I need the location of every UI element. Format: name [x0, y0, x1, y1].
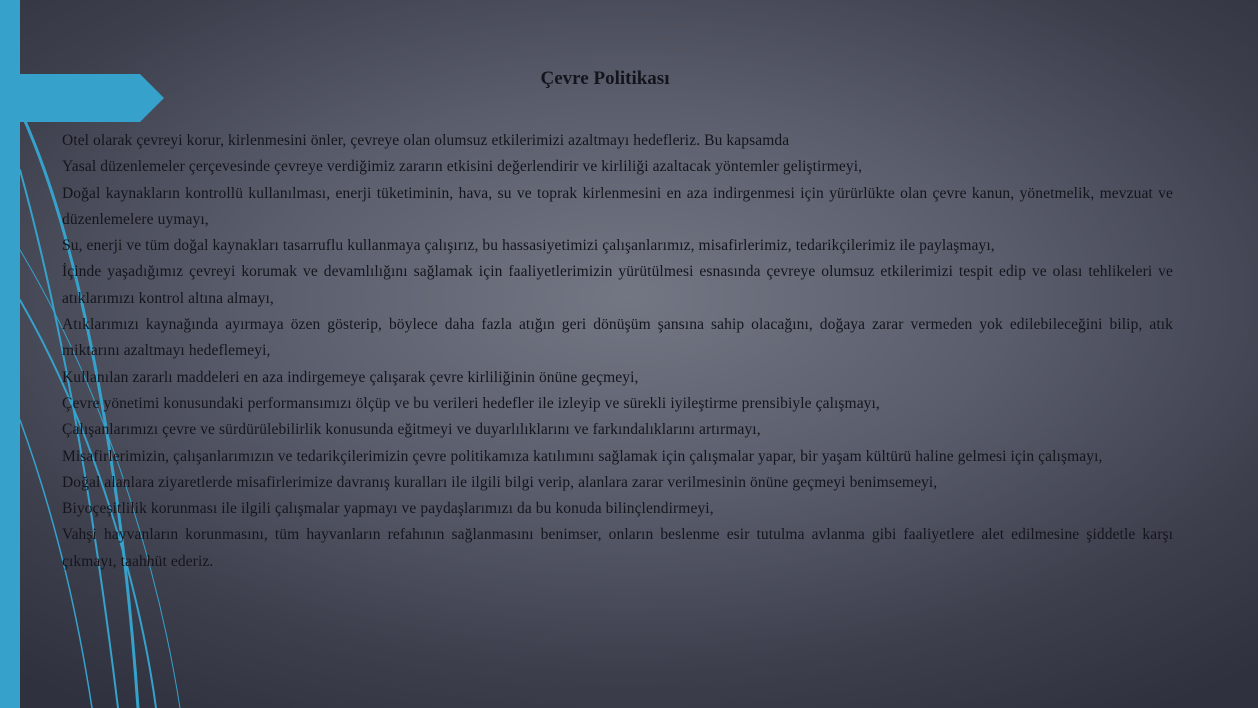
policy-item-nature-visits: Doğal alanlara ziyaretlerde misafirlerimize davranış kuralları ile ilgili bilgi verip, alanlara zarar verilmesinin önüne geçmeyi benimsemeyi,: [62, 473, 938, 491]
policy-item-harmful-substances: Kullanılan zararlı maddeleri en aza indirgemeye çalışarak çevre kirliliğinin önüne geçmeyi,: [62, 368, 639, 386]
policy-item-legal: Yasal düzenlemeler çerçevesinde çevreye verdiğimiz zararın etkisini değerlendirir ve kirliliği azaltacak yöntemler geliştirmeyi,: [62, 158, 863, 176]
policy-item-biodiversity: Biyoçeşitlilik korunması ile ilgili çalışmalar yapmayı ve paydaşlarımızı da bu konuda bilinçlendirmeyi,: [62, 500, 714, 518]
page-title: Çevre Politikası: [540, 68, 670, 89]
policy-item-resources: Doğal kaynakların kontrollü kullanılması, enerji tüketiminin, hava, su ve toprak kirlenmesini en aza indirgenmesi için yürürlükte olan çevre kanun, yönetmelik, mevzuat ve düzenlemelere uymayı,: [62, 184, 1173, 228]
policy-item-saving: Su, enerji ve tüm doğal kaynakları tasarruflu kullanmaya çalışırız, bu hassasiyetimizi çalışanlarımız, misafirlerimiz, tedarikçilerimiz ile paylaşmayı,: [62, 237, 995, 255]
policy-item-protection: İçinde yaşadığımız çevreyi korumak ve devamlılığını sağlamak için faaliyetlerimizin yürütülmesi esnasında çevreye olumsuz etkilerimizi tespit edip ve olası tehlikeleri ve atıklarımızı kontrol altına almayı,: [62, 263, 1173, 307]
left-accent-bar: [0, 0, 20, 708]
policy-item-training: Çalışanlarımızı çevre ve sürdürülebilirlik konusunda eğitmeyi ve duyarlılıklarını ve farkındalıklarını artırmayı,: [62, 421, 761, 439]
policy-body: [62, 128, 1173, 575]
policy-item-waste: Atıklarımızı kaynağında ayırmaya özen gösterip, böylece daha fazla atığın geri dönüşüm şansına sahip olacağını, doğaya zarar vermeden yok edilebileceğini bilip, atık miktarını azaltmayı hedeflemeyi,: [62, 316, 1173, 360]
policy-item-wildlife: Vahşi hayvanların korunmasını, tüm hayvanların refahının sağlanmasını benimser, onların beslenme esir tutulma avlanma gibi faaliyetlere alet edilmesine şiddetle karşı çıkmayı, taahhüt ederiz.: [62, 526, 1173, 570]
intro-paragraph: Otel olarak çevreyi korur, kirlenmesini önler, çevreye olan olumsuz etkilerimizi azaltmayı hedefleriz. Bu kapsamda: [62, 132, 790, 149]
policy-item-performance: Çevre yönetimi konusundaki performansımızı ölçüp ve bu verileri hedefler ile izleyip ve sürekli iyileştirme prensibiyle çalışmayı,: [62, 394, 880, 412]
policy-item-participation: Misafirlerimizin, çalışanlarımızın ve tedarikçilerimizin çevre politikamıza katılımını sağlamak için çalışmalar yapar, bir yaşam kültürü haline gelmesi için çalışmayı,: [62, 447, 1103, 465]
